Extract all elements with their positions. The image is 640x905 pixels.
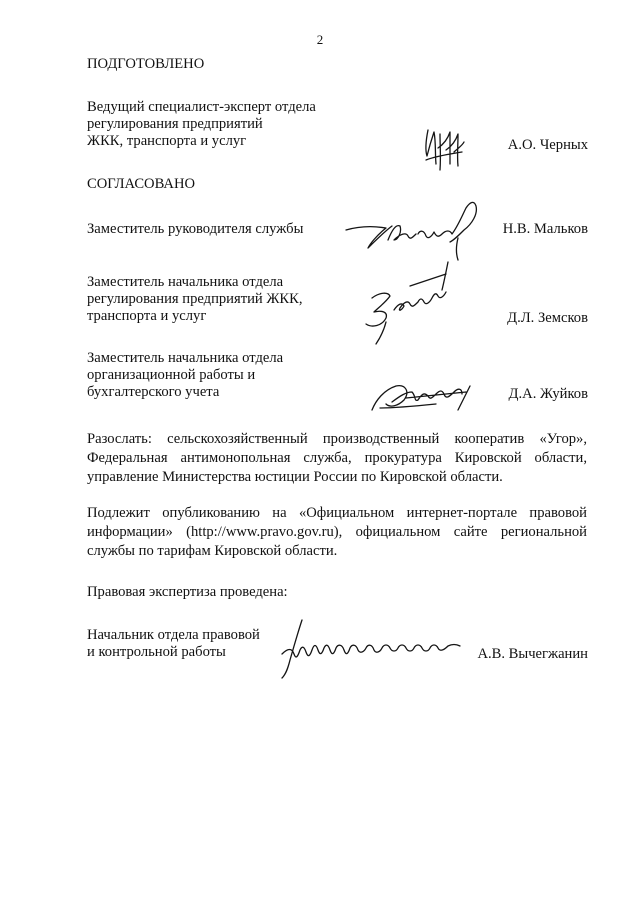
legal-review-text: Правовая экспертиза проведена: [87, 584, 288, 600]
signer-position [87, 350, 347, 401]
paragraph-line: Федеральная антимонопольная служба, прокуратура Кировской области, [87, 450, 587, 466]
position-line: регулирования предприятий ЖКК, [87, 291, 303, 307]
signature-zemskov [350, 256, 470, 350]
position-line: Ведущий специалист-эксперт отдела [87, 99, 316, 115]
legal-review-name: А.В. Вычегжанин [477, 646, 588, 662]
publication-paragraph [87, 504, 587, 561]
signature-zhuikov [366, 372, 486, 418]
signature-vychegzhanin [268, 616, 468, 682]
prepared-name: А.О. Черных [507, 137, 588, 153]
position-line: Заместитель начальника отдела [87, 274, 284, 290]
distribution-paragraph [87, 430, 587, 487]
position-line: Заместитель руководителя службы [87, 221, 304, 237]
position-line: организационной работы и [87, 367, 256, 383]
position-line: и контрольной работы [87, 644, 226, 660]
signer-position [87, 274, 347, 325]
position-line: Начальник отдела правовой [87, 627, 260, 643]
paragraph-line: управление Министерства юстиции России по Кировской области. [87, 469, 503, 485]
signer-position [87, 221, 347, 238]
position-line: бухгалтерского учета [87, 384, 220, 400]
position-line: транспорта и услуг [87, 308, 207, 324]
signature-malkov [340, 190, 500, 266]
signer-name: Д.А. Жуйков [508, 386, 588, 402]
signature-chernykh [420, 126, 480, 182]
paragraph-line: службы по тарифам Кировской области. [87, 543, 338, 559]
prepared-heading: ПОДГОТОВЛЕНО [87, 56, 205, 72]
paragraph-line: Подлежит опубликованию на «Официальном интернет-портале правовой [87, 505, 587, 521]
position-line: ЖКК, транспорта и услуг [87, 133, 247, 149]
position-line: регулирования предприятий [87, 116, 263, 132]
agreed-heading: СОГЛАСОВАНО [87, 176, 196, 192]
signer-name: Д.Л. Земсков [507, 310, 588, 326]
signer-name: Н.В. Мальков [502, 221, 588, 237]
position-line: Заместитель начальника отдела [87, 350, 284, 366]
page-number: 2 [316, 32, 324, 47]
prepared-position [87, 99, 347, 150]
paragraph-line: Разослать: сельскохозяйственный производственный кооператив «Угор», [87, 431, 587, 447]
paragraph-line: информации» (http://www.pravo.gov.ru), официальном сайте региональной [87, 524, 587, 540]
